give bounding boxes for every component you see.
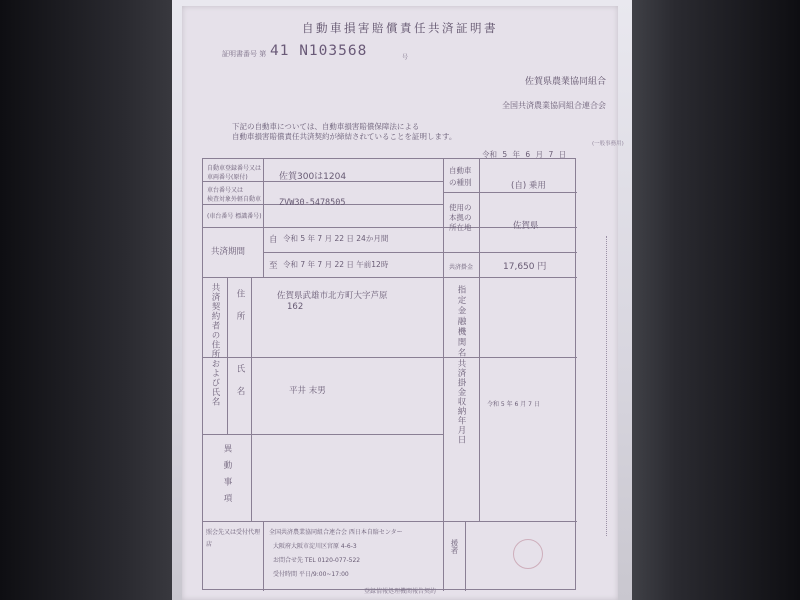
vehicle-type-label: 自動車の種別 xyxy=(449,166,472,187)
certificate-number-suffix: 号 xyxy=(402,54,409,61)
certificate-document xyxy=(182,6,624,600)
signature-label: 援者 xyxy=(450,539,459,554)
chassis-number-label-3: (車台番号 標識番号) xyxy=(207,213,262,220)
policyholder-section-label: 共済契約者の住所および氏名 xyxy=(210,283,220,407)
policyholder-address: 佐賀県武雄市北方町大字芦原 xyxy=(277,291,388,301)
contact-line-3: お問合せ先 TEL 0120-077-522 xyxy=(273,557,361,564)
payment-date-label: 共済掛金収納年月日 xyxy=(456,359,466,445)
registration-number-label: 自動車登録番号又は xyxy=(207,165,262,172)
period-to: 令和 7 年 7 月 22 日 午前12時 xyxy=(283,260,389,269)
changes-label: 異動事項 xyxy=(222,444,232,510)
policyholder-address-2: 162 xyxy=(287,302,304,312)
period-from: 令和 5 年 7 月 22 日 24か月間 xyxy=(283,234,389,243)
vehicle-type-value: (自) 乗用 xyxy=(511,181,546,191)
policyholder-name: 平井 末男 xyxy=(289,386,326,396)
contact-label: 照会先又は受付代理店 xyxy=(206,529,261,548)
contact-line-4: 受付時間 平日/9:00~17:00 xyxy=(273,571,349,578)
chassis-number-label: 車台番号又は xyxy=(207,187,244,194)
period-to-prefix: 至 xyxy=(269,261,278,271)
period-from-prefix: 自 xyxy=(269,235,278,245)
background-left xyxy=(0,0,178,600)
issuer-primary: 佐賀県農業協同組合 xyxy=(524,77,606,87)
contact-line-2: 大阪府大阪市淀川区宮原 4-6-3 xyxy=(273,543,357,550)
contact-line-1: 全国共済農業協同組合連合会 西日本自賠センター xyxy=(269,529,403,536)
address-label: 住所 xyxy=(235,289,245,334)
seal-stamp xyxy=(513,539,543,569)
base-location-value: 佐賀県 xyxy=(513,221,539,231)
payment-date: 令和 5 年 6 月 7 日 xyxy=(487,401,540,408)
premium-label: 共済掛金 xyxy=(449,264,474,271)
name-label: 氏名 xyxy=(235,364,245,409)
base-location-label: 使用の本拠の所在地 xyxy=(449,203,472,232)
issuer-secondary: 全国共済農業協同組合連合会 xyxy=(502,101,606,110)
designated-bank-label: 指定金融機関名 xyxy=(456,285,466,359)
document-title: 自動車損害賠償責任共済証明書 xyxy=(302,21,498,35)
period-label: 共済期間 xyxy=(211,247,246,257)
background-right xyxy=(622,0,800,600)
certificate-table xyxy=(202,158,576,590)
issue-date: 令和 5 年 6 月 7 日 xyxy=(482,150,567,159)
certificate-number-label: 証明書番号 第 xyxy=(222,50,267,58)
copy-label: (一般事務用) xyxy=(592,141,624,147)
footer-note: 登録情報処理機関報告契約 xyxy=(363,588,436,595)
intro-line-1: 下記の自動車については、自動車損害賠償保障法による xyxy=(232,122,420,131)
premium-value: 17,650 円 xyxy=(503,262,547,272)
certificate-number: 41 N103568 xyxy=(270,43,368,59)
margin-notes xyxy=(594,236,607,536)
chassis-number-label-2: 検査対象外軽自動車 xyxy=(207,196,262,203)
intro-line-2: 自動車損害賠償責任共済契約が締結されていることを証明します。 xyxy=(232,132,457,141)
registration-number-label-2: 車両番号(原付) xyxy=(207,174,248,181)
chassis-number: ZVW30-5478505 xyxy=(279,198,346,208)
registration-number: 佐賀300は1204 xyxy=(279,172,347,182)
